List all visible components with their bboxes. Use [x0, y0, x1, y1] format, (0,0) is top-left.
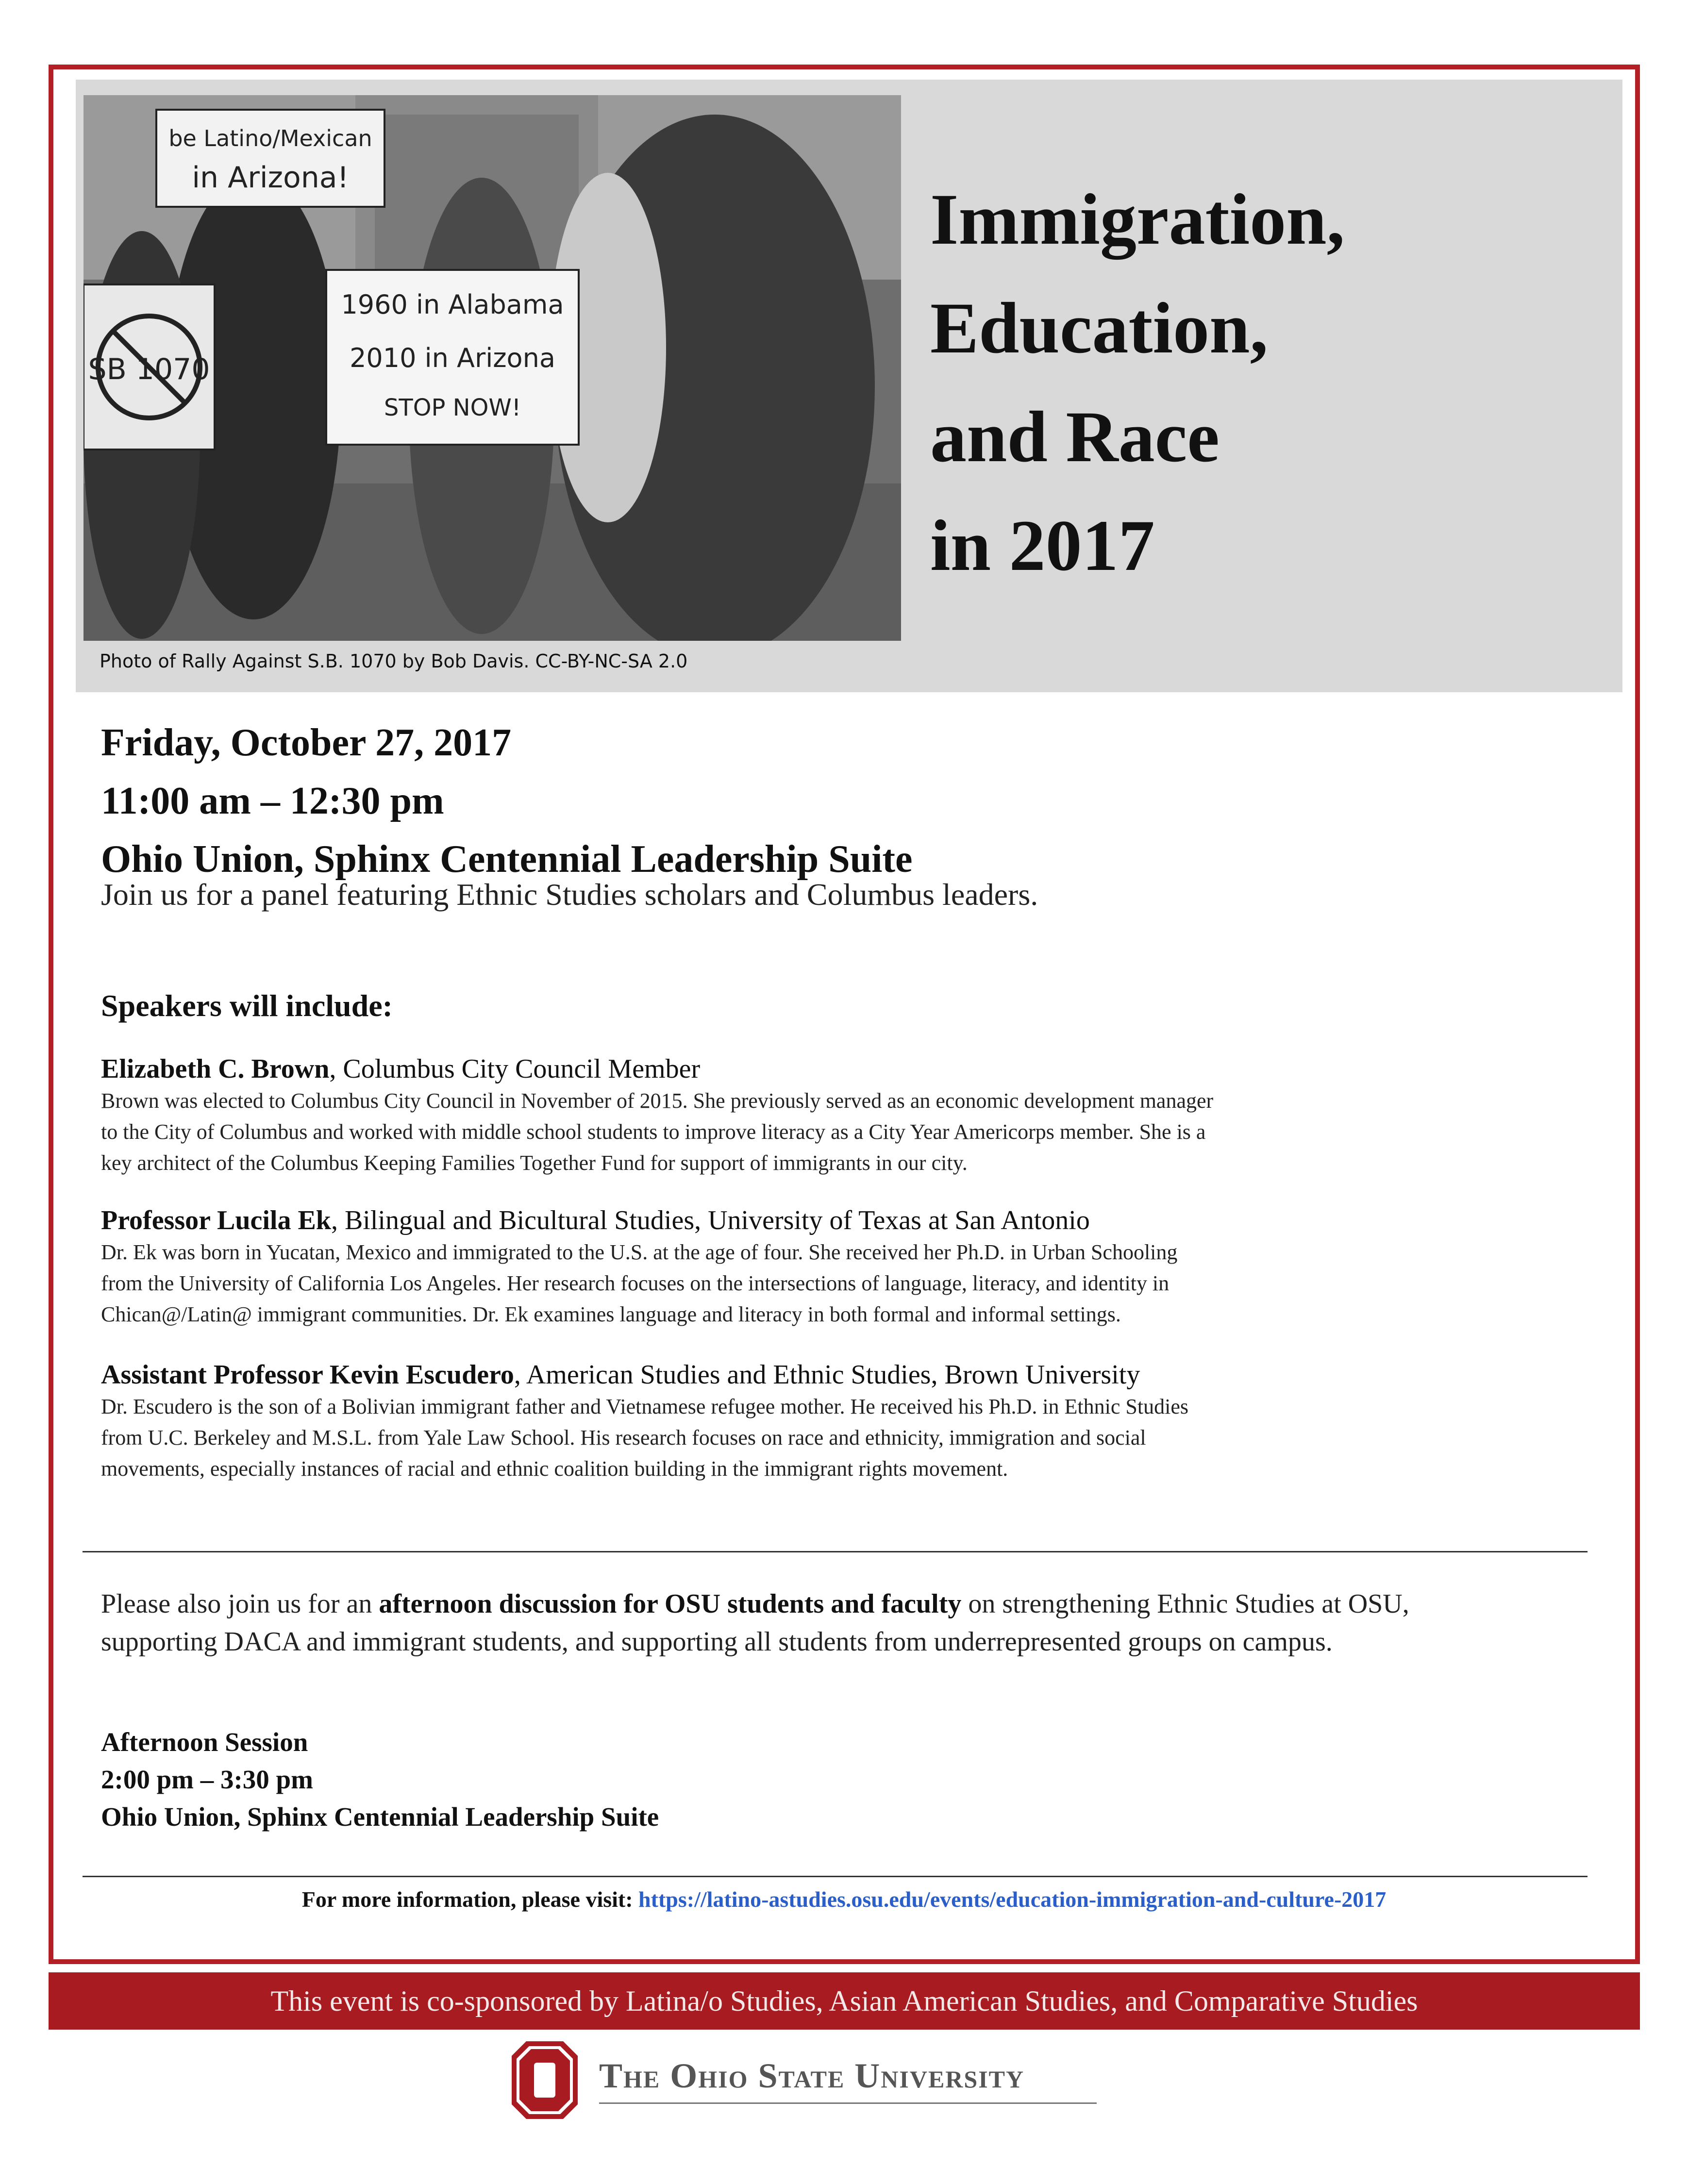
speaker-name-line	[101, 1053, 1489, 1084]
event-time: 11:00 am – 12:30 pm	[101, 780, 444, 822]
bio-line: Brown was elected to Columbus City Council in November of 2015. She previously served as an economic development manager	[101, 1089, 1214, 1113]
event-title	[930, 165, 1610, 600]
block-o-icon	[512, 2041, 578, 2119]
session-time: 2:00 pm – 3:30 pm	[101, 1765, 313, 1794]
more-info-link[interactable]: https://latino-astudies.osu.edu/events/education-immigration-and-culture-2017	[638, 1887, 1387, 1912]
rally-photo	[84, 95, 901, 641]
afternoon-invite	[101, 1585, 1499, 1661]
logo-underline	[599, 2102, 1097, 2104]
sign-text-4: 2010 in Arizona	[350, 343, 555, 373]
speaker-brown	[101, 1053, 1489, 1179]
photo-credit: Photo of Rally Against S.B. 1070 by Bob Davis. CC-BY-NC-SA 2.0	[100, 650, 688, 672]
session-title: Afternoon Session	[101, 1727, 308, 1757]
event-intro: Join us for a panel featuring Ethnic Studies scholars and Columbus leaders.	[101, 877, 1038, 912]
sign-text-2: in Arizona!	[192, 161, 349, 195]
afternoon-session	[101, 1723, 1072, 1835]
university-name: The Ohio State University	[599, 2056, 1025, 2095]
university-logo	[512, 2041, 1099, 2119]
title-line-1: Immigration,	[930, 179, 1345, 260]
sign-text-5: STOP NOW!	[384, 394, 521, 421]
afternoon-text: on strengthening Ethnic Studies at OSU, supporting DACA and immigrant students, and supporting all students from underrepresented groups on campus.	[101, 1589, 1409, 1657]
bio-line: from U.C. Berkeley and M.S.L. from Yale Law School. His research focuses on race and ethnicity, immigration and social	[101, 1426, 1146, 1450]
speaker-affiliation: , Bilingual and Bicultural Studies, University of Texas at San Antonio	[331, 1205, 1090, 1235]
event-details	[101, 714, 1557, 888]
speaker-escudero	[101, 1359, 1489, 1484]
event-date: Friday, October 27, 2017	[101, 721, 512, 764]
bio-line: movements, especially instances of racial and ethnic coalition building in the immigrant rights movement.	[101, 1457, 1008, 1481]
speaker-ek	[101, 1205, 1489, 1330]
speaker-name: Elizabeth C. Brown	[101, 1054, 330, 1084]
divider-bottom	[83, 1876, 1588, 1877]
sign-text-6: SB 1070	[88, 352, 210, 386]
sign-text-3: 1960 in Alabama	[341, 289, 564, 320]
bio-line: from the University of California Los Angeles. Her research focuses on the intersections of language, literacy, and identity in	[101, 1271, 1170, 1295]
speaker-name-line	[101, 1205, 1489, 1236]
title-line-4: in 2017	[930, 505, 1155, 586]
speaker-name-line	[101, 1359, 1489, 1390]
divider-top	[83, 1551, 1588, 1552]
bio-line: to the City of Columbus and worked with middle school students to improve literacy as a City Year Americorps member. She is a	[101, 1120, 1206, 1144]
speakers-heading: Speakers will include:	[101, 988, 393, 1023]
more-info	[0, 1886, 1688, 1912]
cosponsor-banner: This event is co-sponsored by Latina/o Studies, Asian American Studies, and Comparative Studies	[49, 1972, 1640, 2030]
event-location: Ohio Union, Sphinx Centennial Leadership Suite	[101, 838, 913, 881]
bio-line: Dr. Ek was born in Yucatan, Mexico and immigrated to the U.S. at the age of four. She received her Ph.D. in Urban Schooling	[101, 1240, 1178, 1264]
speaker-bio	[101, 1085, 1489, 1179]
bio-line: key architect of the Columbus Keeping Families Together Fund for support of immigrants in our city.	[101, 1151, 968, 1175]
more-info-label: For more information, please visit:	[301, 1887, 639, 1912]
speaker-name: Assistant Professor Kevin Escudero	[101, 1360, 514, 1390]
speaker-name: Professor Lucila Ek	[101, 1205, 331, 1235]
speaker-affiliation: , Columbus City Council Member	[329, 1054, 701, 1084]
bio-line: Chican@/Latin@ immigrant communities. Dr. Ek examines language and literacy in both formal and informal settings.	[101, 1302, 1121, 1326]
speaker-affiliation: , American Studies and Ethnic Studies, Brown University	[514, 1360, 1140, 1390]
sign-text-1: be Latino/Mexican	[168, 125, 372, 151]
afternoon-highlight: afternoon discussion for OSU students and faculty	[379, 1589, 962, 1619]
session-location: Ohio Union, Sphinx Centennial Leadership Suite	[101, 1802, 659, 1832]
title-line-3: and Race	[930, 397, 1220, 477]
title-line-2: Education,	[930, 288, 1269, 368]
speaker-bio	[101, 1237, 1489, 1330]
bio-line: Dr. Escudero is the son of a Bolivian immigrant father and Vietnamese refugee mother. He received his Ph.D. in Ethnic Studies	[101, 1395, 1188, 1418]
speaker-bio	[101, 1391, 1489, 1484]
afternoon-text: Please also join us for an	[101, 1589, 379, 1619]
